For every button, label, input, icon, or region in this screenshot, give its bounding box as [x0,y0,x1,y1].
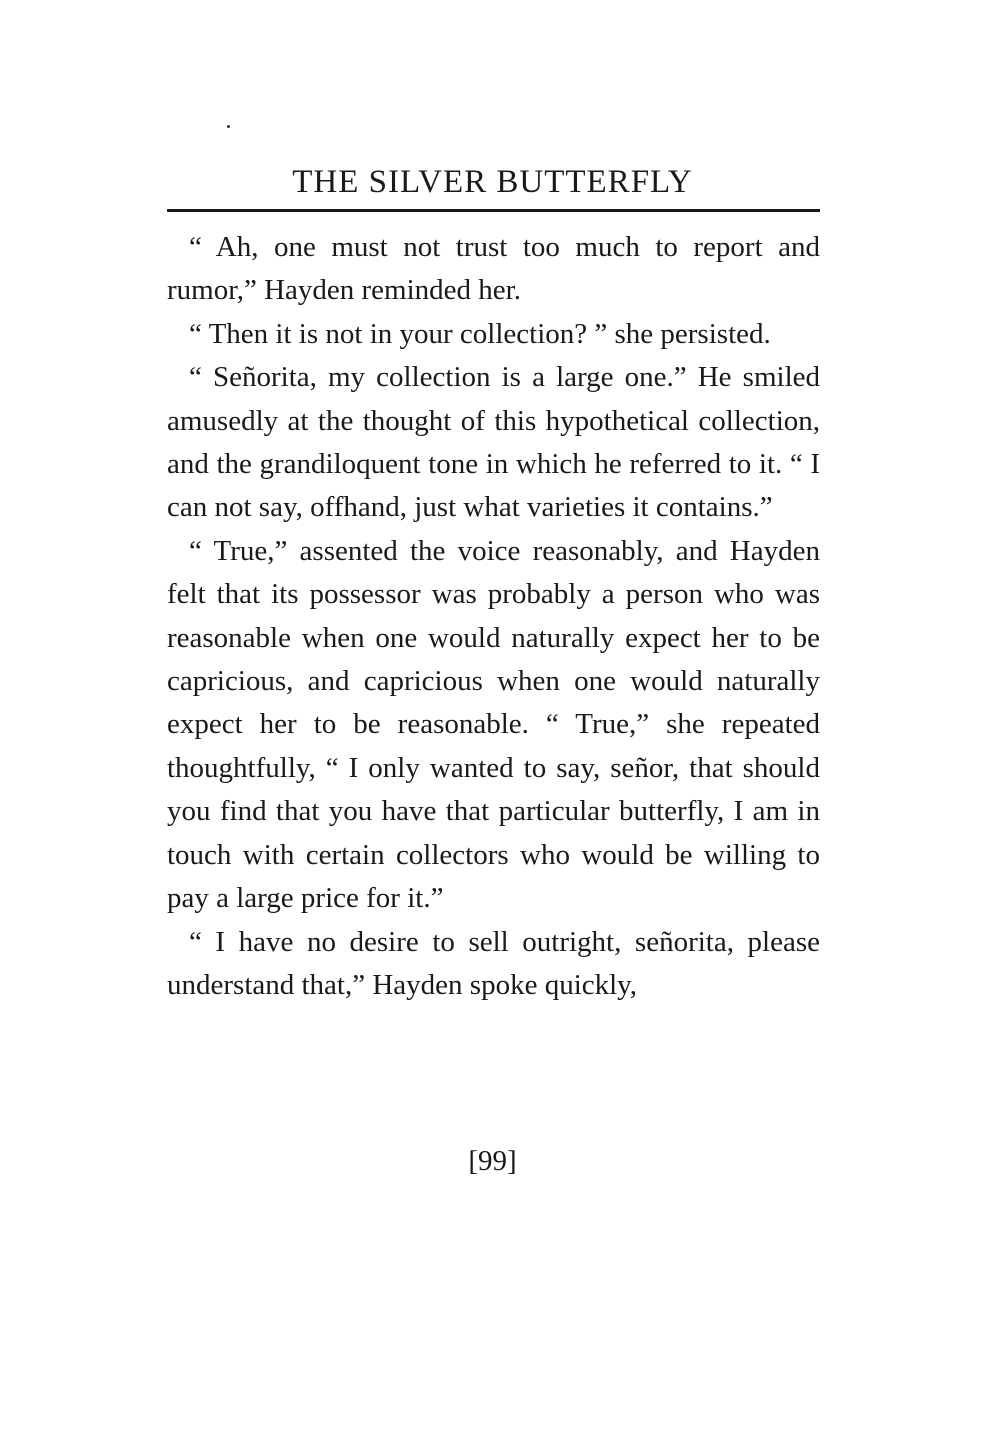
running-head: THE SILVER BUTTERFLY [292,164,693,200]
paragraph: “ Then it is not in your collection? ” she persisted. [189,317,771,350]
print-speck [227,125,230,128]
body-text [167,226,820,1007]
header-rule [167,209,820,212]
paragraph: “ I have no desire to sell outright, señorita, please understand that,” Hayden spoke quickly, [167,925,820,1001]
page-number: [99] [468,1145,517,1177]
paragraph: “ True,” assented the voice reasonably, and Hayden felt that its possessor was probably a person who was reasonable when one would naturally expect her to be capricious, and capricious when one would naturally expect her to be reasonable. “ True,” she repeated thoughtfully, “ I only wanted to say, señor, that should you find that you have that particular butterfly, I am in touch with certain collectors who would be willing to pay a large price for it.” [167,534,820,915]
paragraph: “ Señorita, my collection is a large one.” He smiled amusedly at the thought of this hypothetical collection, and the grandiloquent tone in which he referred to it. “ I can not say, offhand, just what varieties it contains.” [167,361,820,524]
paragraph: “ Ah, one must not trust too much to report and rumor,” Hayden reminded her. [167,231,820,307]
